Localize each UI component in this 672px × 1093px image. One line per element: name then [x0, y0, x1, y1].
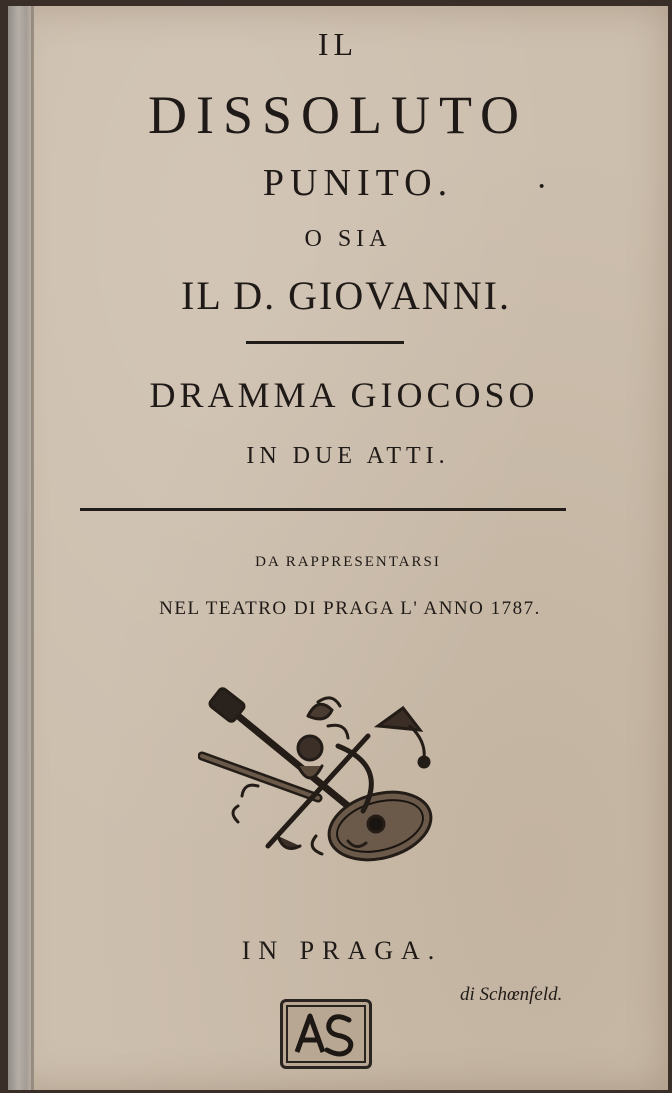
title-line-il: IL — [317, 26, 359, 62]
title-line-punito: PUNITO. — [262, 162, 454, 204]
long-divider-rule — [80, 508, 566, 511]
library-stamp — [280, 999, 372, 1069]
musical-instruments-vignette — [198, 686, 458, 866]
imprint-line: IN PRAGA. — [241, 936, 443, 965]
book-spine-edge — [8, 6, 34, 1090]
title-line-o-sia: O SIA — [304, 226, 392, 252]
genre-heading: DRAMMA GIOCOSO — [149, 375, 539, 415]
handwritten-owner-note: di Schœnfeld. — [460, 984, 563, 1005]
short-divider-rule — [246, 341, 404, 344]
monogram-stamp-icon — [283, 1002, 369, 1066]
performance-intro: DA RAPPRESENTARSI — [255, 554, 441, 570]
title-page — [8, 6, 668, 1090]
performance-place: NEL TEATRO DI PRAGA L' ANNO 1787. — [159, 598, 541, 619]
stray-dot: · — [536, 168, 548, 205]
title-line-giovanni: IL D. GIOVANNI. — [181, 273, 511, 318]
acts-line: IN DUE ATTI. — [246, 443, 450, 469]
title-line-dissoluto: DISSOLUTO — [147, 85, 529, 145]
